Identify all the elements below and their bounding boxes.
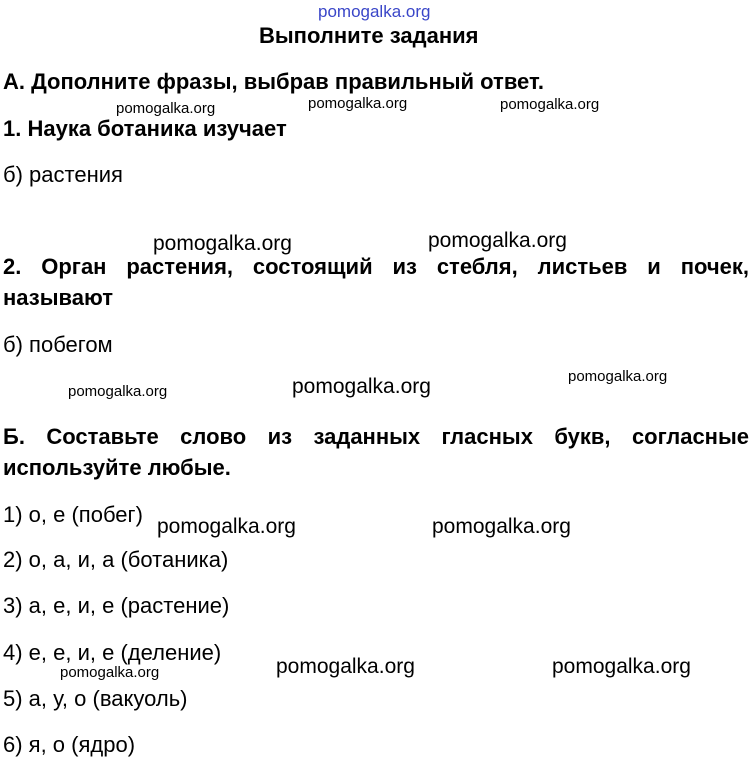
watermark: pomogalka.org <box>153 232 292 255</box>
list-item: 1) о, е (побег) <box>3 502 143 527</box>
page-title: Выполните задания <box>259 23 479 48</box>
watermark: pomogalka.org <box>552 655 691 678</box>
list-item: 4) е, е, и, е (деление) <box>3 640 222 665</box>
question-2: 2. Орган растения, состоящий из стебля, листьев и почек, называют <box>3 254 749 310</box>
watermark: pomogalka.org <box>432 515 571 538</box>
watermark: pomogalka.org <box>428 229 567 252</box>
list-item: 3) а, е, и, е (растение) <box>3 593 230 618</box>
watermark: pomogalka.org <box>60 664 160 681</box>
watermark-top: pomogalka.org <box>318 2 431 21</box>
question-1: 1. Наука ботаника изучает <box>3 116 287 141</box>
watermark: pomogalka.org <box>116 100 216 117</box>
answer-1: б) растения <box>3 162 123 187</box>
section-a-heading: А. Дополните фразы, выбрав правильный ответ. <box>3 69 544 94</box>
watermark: pomogalka.org <box>500 96 600 113</box>
watermark: pomogalka.org <box>292 375 431 398</box>
section-b-heading: Б. Составьте слово из заданных гласных букв, согласные используйте любые. <box>3 424 749 480</box>
watermark: pomogalka.org <box>68 383 168 400</box>
list-item: 2) о, а, и, а (ботаника) <box>3 547 229 572</box>
watermark: pomogalka.org <box>308 95 408 112</box>
answer-2: б) побегом <box>3 332 113 357</box>
watermark: pomogalka.org <box>568 368 668 385</box>
watermark: pomogalka.org <box>157 515 296 538</box>
list-item: 6) я, о (ядро) <box>3 732 136 757</box>
list-item: 5) а, у, о (вакуоль) <box>3 686 188 711</box>
watermark: pomogalka.org <box>276 655 415 678</box>
